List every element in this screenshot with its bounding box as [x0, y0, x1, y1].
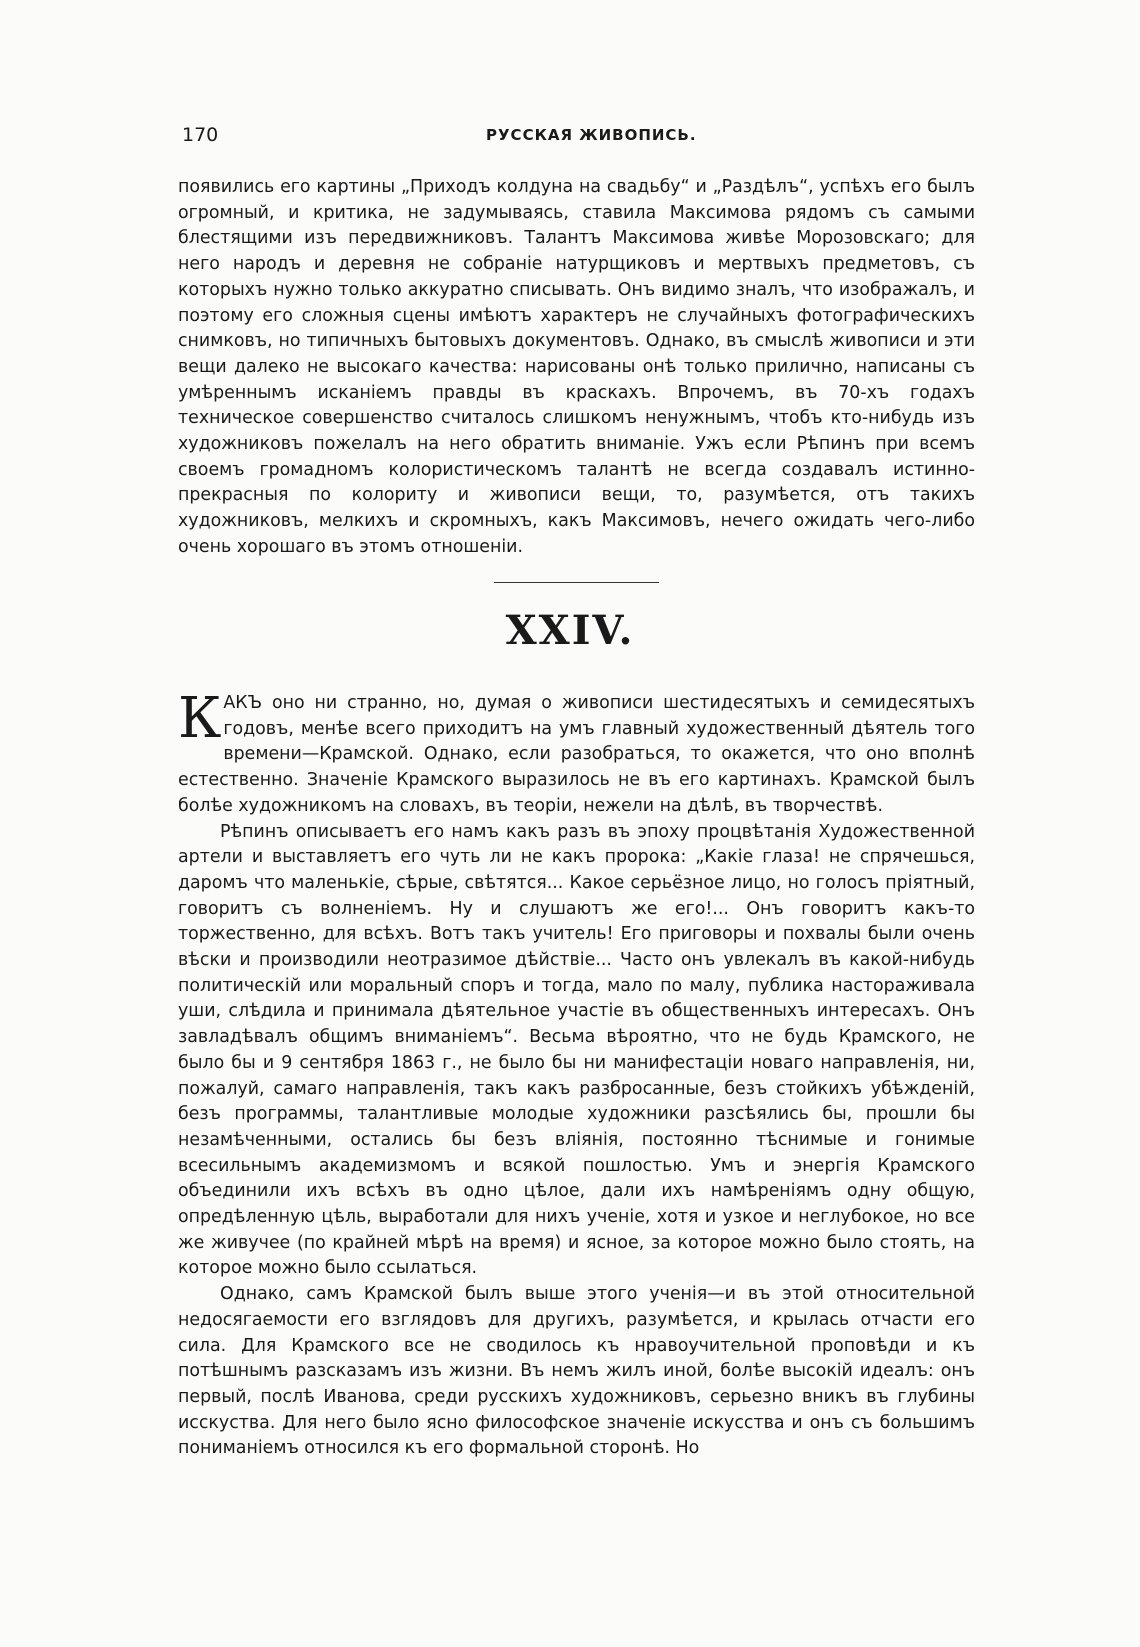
paragraph: появились его картины „Приходъ колдуна на свадьбу“ и „Раздѣлъ“, успѣхъ его былъ огромный, и критика, не задумываясь, ставила Максимова рядомъ съ самыми блестящими изъ передвижниковъ. Талантъ Максимова живѣе Морозовскаго; для него народъ и деревня не собраніе натурщиковъ и мертвыхъ предметовъ, съ которыхъ нужно только аккуратно списывать. Онъ видимо зналъ, что изображалъ, и поэтому его сложныя сцены имѣютъ характеръ не случайныхъ фотографическихъ снимковъ, но типичныхъ бытовыхъ документовъ. Однако, въ смыслѣ живописи и эти вещи далеко не высокаго качества: нарисованы онѣ только прилично, написаны съ умѣреннымъ исканіемъ правды въ краскахъ. Впрочемъ, въ 70-хъ годахъ техническое совершенство считалось слишкомъ ненужнымъ, чтобъ кто-нибудь изъ художниковъ пожелалъ на него обратить вниманіе. Ужъ если Рѣпинъ при всемъ своемъ громадномъ колористическомъ талантѣ не всегда создавалъ истинно-прекрасныя по колориту и живописи вещи, то, разумѣется, отъ такихъ художниковъ, мелкихъ и скромныхъ, какъ Максимовъ, нечего ожидать чего-либо очень хорошаго въ этомъ отношеніи. — [178, 177, 975, 557]
dropcap-letter: К — [178, 686, 222, 751]
page-number: 170 — [182, 124, 219, 146]
paragraph-opening — [178, 686, 975, 820]
text-block-previous-chapter — [178, 175, 975, 561]
running-title: РУССКАЯ ЖИВОПИСЬ. — [486, 126, 697, 144]
chapter-title: XXIV. — [505, 607, 635, 654]
section-separator — [494, 582, 659, 583]
page-header — [0, 124, 1140, 154]
paragraph: Однако, самъ Крамской былъ выше этого ученія—и въ этой относительной недосягаемости его взглядовъ для другихъ, разумѣется, и крылась отчасти его сила. Для Крамского все не сводилось къ нравоучительной проповѣди и къ потѣшнымъ разсказамъ изъ жизни. Въ немъ жилъ иной, болѣе высокій идеалъ: онъ первый, послѣ Иванова, среди русскихъ художниковъ, серьезно вникъ въ глубины исскуства. Для него было ясно философское значеніе искусства и онъ съ большимъ пониманіемъ относился къ его формальной сторонѣ. Но — [178, 1284, 975, 1459]
paragraph-text: АКЪ оно ни странно, но, думая о живописи шестидесятыхъ и семидесятыхъ годовъ, менѣе всего приходитъ на умъ главный художественный дѣятель того времени—Крамской. Однако, если разобраться, то окажется, что оно вполнѣ естественно. Значеніе Крамского выразилось не въ его картинахъ. Крамской былъ болѣе художникомъ на словахъ, въ теоріи, нежели на дѣлѣ, въ творчествѣ. — [178, 693, 975, 816]
text-block-chapter-xxiv — [178, 686, 975, 1462]
paragraph: Рѣпинъ описываетъ его намъ какъ разъ въ эпоху процвѣтанія Художественной артели и выставляетъ его чуть ли не какъ пророка: „Какіе глаза! не спрячешься, даромъ что маленькіе, сѣрые, свѣтятся... Какое серьёзное лицо, но голосъ пріятный, говоритъ съ волненіемъ. Ну и слушаютъ же его!... Онъ говоритъ какъ-то торжественно, для всѣхъ. Вотъ такъ учитель! Его приговоры и похвалы были очень вѣски и производили неотразимое дѣйствіе... Часто онъ увлекалъ въ какой-нибудь политическій или моральный споръ и тогда, мало по малу, публика настораживала уши, слѣдила и принимала дѣятельное участіе въ общественныхъ интересахъ. Онъ завладѣвалъ общимъ вниманіемъ“. Весьма вѣроятно, что не будь Крамского, не было бы и 9 сентября 1863 г., не было бы ни манифестаціи новаго направленія, ни, пожалуй, самаго направленія, такъ какъ разбросанные, безъ стойкихъ убѣжденій, безъ программы, талантливые молодые художники разсѣялись бы, прошли бы незамѣченными, остались бы безъ вліянія, постоянно тѣснимые и гонимые всесильнымъ академизмомъ и всякой пошлостью. Умъ и энергія Крамского объединили ихъ всѣхъ въ одно цѣлое, дали ихъ намѣреніямъ одну общую, опредѣленную цѣль, выработали для нихъ ученіе, хотя и узкое и неглубокое, но все же живучее (по крайней мѣрѣ на время) и ясное, за которое можно было стоять, на которое можно было ссылаться. — [178, 821, 975, 1279]
